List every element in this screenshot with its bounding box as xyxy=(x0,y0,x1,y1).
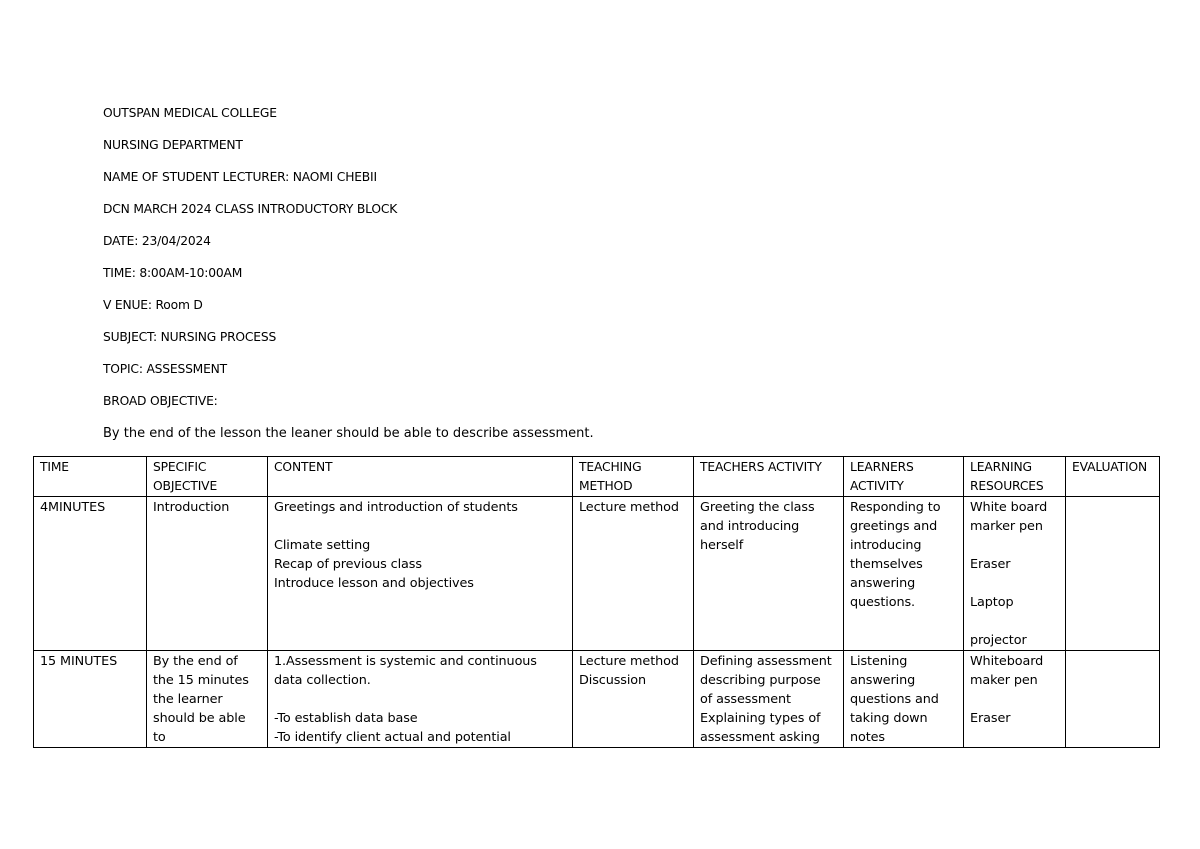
cell-objective: Introduction xyxy=(147,497,268,651)
lecturer-name: NAME OF STUDENT LECTURER: NAOMI CHEBII xyxy=(103,170,377,184)
cell-evaluation xyxy=(1066,651,1160,748)
department-name: NURSING DEPARTMENT xyxy=(103,138,243,152)
column-header-teachers-activity: TEACHERS ACTIVITY xyxy=(694,457,844,497)
cell-teacher-activity: Defining assessment describing purpose of assessment Explaining types of assessment asking xyxy=(694,651,844,748)
college-name: OUTSPAN MEDICAL COLLEGE xyxy=(103,106,277,120)
broad-objective-label: BROAD OBJECTIVE: xyxy=(103,394,218,408)
lesson-time: TIME: 8:00AM-10:00AM xyxy=(103,266,243,280)
cell-evaluation xyxy=(1066,497,1160,651)
table-row xyxy=(34,651,1160,748)
lesson-venue: V ENUE: Room D xyxy=(103,298,203,312)
column-header-teaching-method: TEACHING METHOD xyxy=(573,457,694,497)
lesson-topic: TOPIC: ASSESSMENT xyxy=(103,362,227,376)
cell-resources: White board marker pen Eraser Laptop projector xyxy=(964,497,1066,651)
column-header-content: CONTENT xyxy=(268,457,573,497)
cell-method: Lecture method Discussion xyxy=(573,651,694,748)
cell-resources: Whiteboard maker pen Eraser xyxy=(964,651,1066,748)
table-header-row xyxy=(34,457,1160,497)
cell-content: Greetings and introduction of students Climate setting Recap of previous class Introduce lesson and objectives xyxy=(268,497,573,651)
column-header-specific-objective: SPECIFIC OBJECTIVE xyxy=(147,457,268,497)
column-header-time: TIME xyxy=(34,457,147,497)
cell-method: Lecture method xyxy=(573,497,694,651)
class-block: DCN MARCH 2024 CLASS INTRODUCTORY BLOCK xyxy=(103,202,398,216)
column-header-learning-resources: LEARNING RESOURCES xyxy=(964,457,1066,497)
cell-learner-activity: Listening answering questions and taking down notes xyxy=(844,651,964,748)
cell-teacher-activity: Greeting the class and introducing herself xyxy=(694,497,844,651)
cell-time: 15 MINUTES xyxy=(34,651,147,748)
lesson-plan-table xyxy=(33,456,1160,748)
broad-objective-text: By the end of the lesson the leaner should be able to describe assessment. xyxy=(103,426,594,441)
cell-time: 4MINUTES xyxy=(34,497,147,651)
lesson-subject: SUBJECT: NURSING PROCESS xyxy=(103,330,277,344)
cell-learner-activity: Responding to greetings and introducing themselves answering questions. xyxy=(844,497,964,651)
cell-objective: By the end of the 15 minutes the learner should be able to xyxy=(147,651,268,748)
lesson-date: DATE: 23/04/2024 xyxy=(103,234,211,248)
column-header-evaluation: EVALUATION xyxy=(1066,457,1160,497)
column-header-learners-activity: LEARNERS ACTIVITY xyxy=(844,457,964,497)
table-row xyxy=(34,497,1160,651)
cell-content: 1.Assessment is systemic and continuous data collection. -To establish data base -To identify client actual and potential xyxy=(268,651,573,748)
